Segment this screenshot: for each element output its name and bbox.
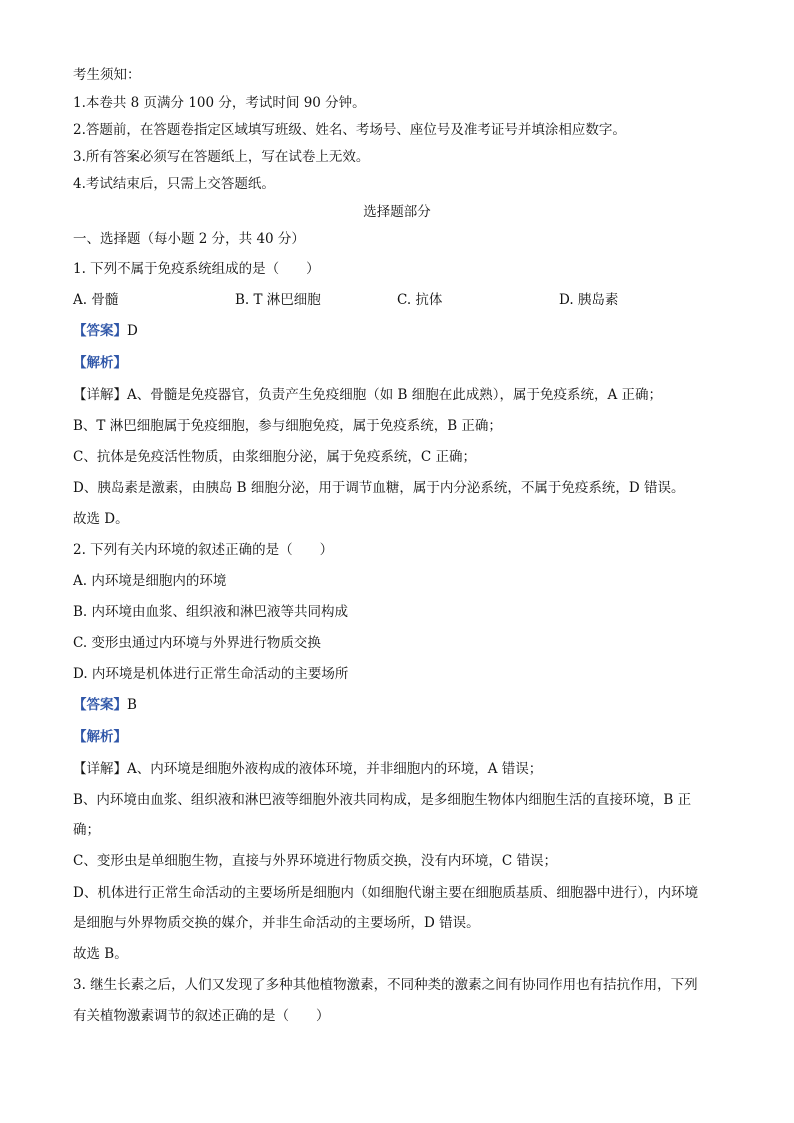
question-1-answer — [73, 322, 138, 340]
detail-label: 【详解】 — [73, 761, 127, 777]
question-2-analysis — [73, 728, 127, 746]
question-1-stem: 1. 下列不属于免疫系统组成的是（ ） — [73, 261, 320, 277]
question-2-conclusion: 故选 B。 — [73, 946, 128, 962]
question-2-explanation-line: B、内环境由血浆、组织液和淋巴液等细胞外液共同构成，是多细胞生物体内细胞生活的直接环境，B 正 — [73, 792, 692, 808]
question-1-option-b: B. T 淋巴细胞 — [235, 292, 321, 308]
question-3-stem-line: 有关植物激素调节的叙述正确的是（ ） — [73, 1008, 330, 1024]
question-2-explanation-line — [73, 760, 542, 778]
answer-label: 【答案】 — [73, 323, 127, 339]
question-2-explanation-line: D、机体进行正常生命活动的主要场所是细胞内（如细胞代谢主要在细胞质基质、细胞器中进行），内环境 — [73, 885, 699, 901]
question-2-explanation-line: 确； — [73, 822, 100, 838]
question-1-conclusion: 故选 D。 — [73, 511, 129, 527]
question-2-option-b: B. 内环境由血浆、组织液和淋巴液等共同构成 — [73, 604, 349, 620]
explanation-text: A、内环境是细胞外液构成的液体环境，并非细胞内的环境，A 错误； — [127, 761, 543, 777]
question-1-explanation-line — [73, 386, 662, 404]
question-2-answer — [73, 696, 137, 714]
question-2-stem: 2. 下列有关内环境的叙述正确的是（ ） — [73, 542, 334, 558]
question-1-analysis — [73, 354, 127, 372]
notice-item: 1.本卷共 8 页满分 100 分，考试时间 90 分钟。 — [73, 95, 366, 111]
explanation-text: A、骨髓是免疫器官，负责产生免疫细胞（如 B 细胞在此成熟），属于免疫系统，A 正确； — [127, 387, 663, 403]
part-heading: 一、选择题（每小题 2 分，共 40 分） — [73, 231, 305, 247]
section-title: 选择题部分 — [363, 204, 431, 220]
notice-title: 考生须知： — [73, 67, 141, 83]
question-1-explanation-line: C、抗体是免疫活性物质，由浆细胞分泌，属于免疫系统，C 正确； — [73, 449, 476, 465]
answer-value: B — [127, 697, 137, 713]
analysis-label: 【解析】 — [73, 729, 127, 745]
answer-label: 【答案】 — [73, 697, 127, 713]
analysis-label: 【解析】 — [73, 355, 127, 371]
question-1-option-a: A. 骨髓 — [73, 292, 119, 308]
detail-label: 【详解】 — [73, 387, 127, 403]
notice-item: 3.所有答案必须写在答题纸上，写在试卷上无效。 — [73, 149, 370, 165]
question-2-explanation-line: 是细胞与外界物质交换的媒介，并非生命活动的主要场所，D 错误。 — [73, 915, 480, 931]
question-2-option-c: C. 变形虫通过内环境与外界进行物质交换 — [73, 635, 321, 651]
question-2-option-d: D. 内环境是机体进行正常生命活动的主要场所 — [73, 666, 349, 682]
question-1-option-c: C. 抗体 — [397, 292, 443, 308]
question-2-option-a: A. 内环境是细胞内的环境 — [73, 573, 227, 589]
question-1-option-d: D. 胰岛素 — [559, 292, 619, 308]
question-1-explanation-line: D、胰岛素是激素，由胰岛 B 细胞分泌，用于调节血糖，属于内分泌系统，不属于免疫系统，D 错误。 — [73, 480, 685, 496]
question-3-stem-line: 3. 继生长素之后，人们又发现了多种其他植物激素，不同种类的激素之间有协同作用也有拮抗作用，下列 — [73, 977, 698, 993]
question-2-explanation-line: C、变形虫是单细胞生物，直接与外界环境进行物质交换，没有内环境，C 错误； — [73, 853, 557, 869]
notice-item: 4.考试结束后，只需上交答题纸。 — [73, 176, 275, 192]
question-1-explanation-line: B、T 淋巴细胞属于免疫细胞，参与细胞免疫，属于免疫系统，B 正确； — [73, 418, 502, 434]
notice-item: 2.答题前，在答题卷指定区域填写班级、姓名、考场号、座位号及准考证号并填涂相应数字。 — [73, 122, 626, 138]
answer-value: D — [127, 323, 138, 339]
